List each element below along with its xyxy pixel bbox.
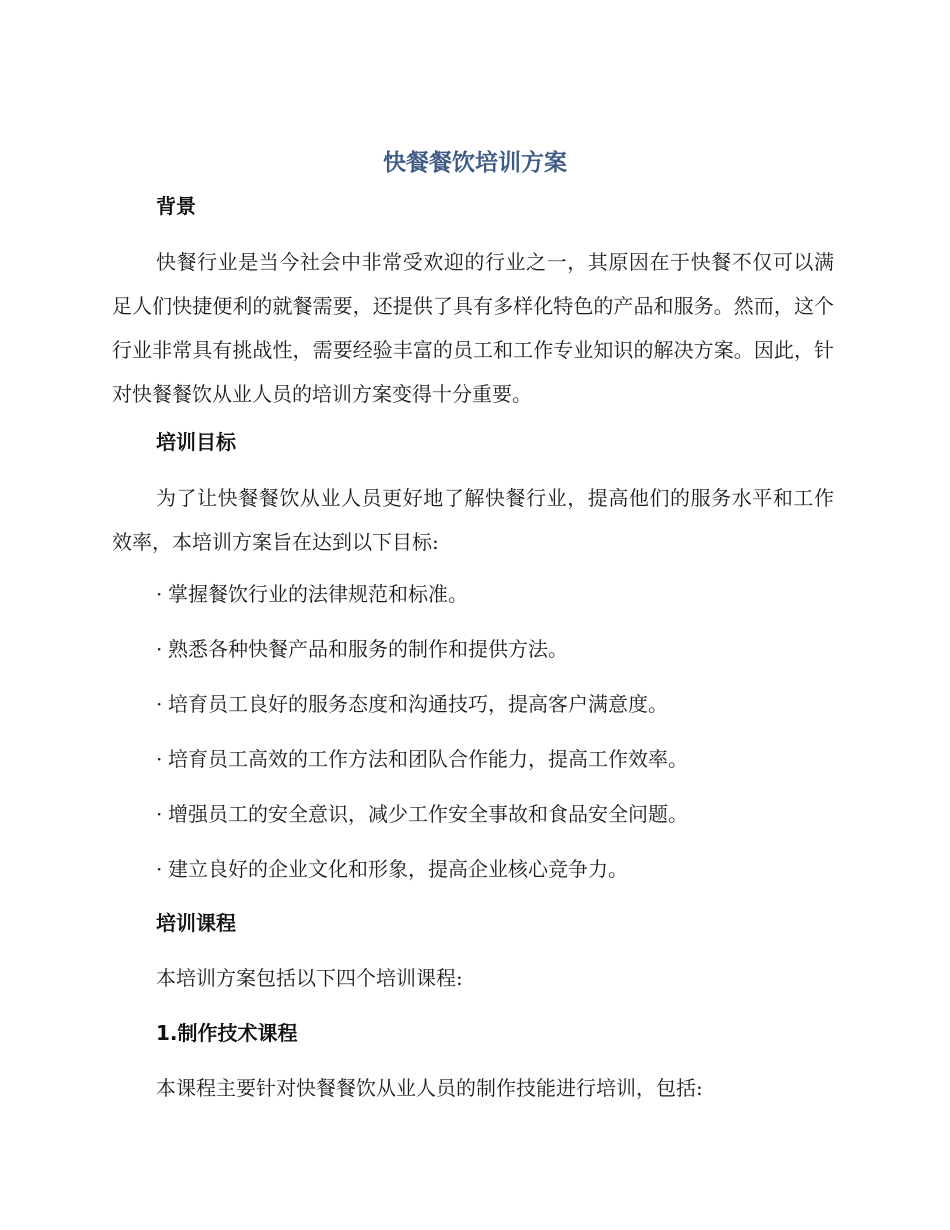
background-paragraph: 快餐行业是当今社会中非常受欢迎的行业之一，其原因在于快餐不仅可以满足人们快捷便利的就餐需要，还提供了具有多样化特色的产品和服务。然而，这个行业非常具有挑战性，需要经验丰富的员工和工作专业知识的解决方案。因此，针对快餐餐饮从业人员的培训方案变得十分重要。	[112, 250, 834, 406]
bullet-icon: ·	[156, 802, 163, 826]
goal-item-text: 熟悉各种快餐产品和服务的制作和提供方法。	[168, 637, 568, 661]
goal-list-item	[156, 634, 568, 664]
courses-intro: 本培训方案包括以下四个培训课程:	[156, 966, 463, 990]
section-heading-courses: 培训课程	[156, 911, 236, 935]
goal-list-item	[156, 579, 468, 609]
bullet-icon: ·	[156, 692, 163, 716]
goal-list-item	[156, 854, 628, 884]
goal-item-text: 培育员工高效的工作方法和团队合作能力，提高工作效率。	[168, 747, 688, 771]
course-description: 本课程主要针对快餐餐饮从业人员的制作技能进行培训，包括:	[156, 1076, 703, 1100]
goals-paragraph: 为了让快餐餐饮从业人员更好地了解快餐行业，提高他们的服务水平和工作效率，本培训方案旨在达到以下目标:	[112, 486, 834, 554]
course-heading-production: 1.制作技术课程	[156, 1021, 298, 1045]
bullet-icon: ·	[156, 857, 163, 881]
bullet-icon: ·	[156, 582, 163, 606]
goal-item-text: 增强员工的安全意识，减少工作安全事故和食品安全问题。	[168, 802, 688, 826]
goal-list-item	[156, 744, 688, 774]
section-heading-goals: 培训目标	[156, 430, 236, 454]
bullet-icon: ·	[156, 747, 163, 771]
document-title: 快餐餐饮培训方案	[383, 150, 567, 176]
goal-item-text: 建立良好的企业文化和形象，提高企业核心竞争力。	[168, 857, 628, 881]
goal-list-item	[156, 799, 688, 829]
bullet-icon: ·	[156, 637, 163, 661]
goal-item-text: 培育员工良好的服务态度和沟通技巧，提高客户满意度。	[168, 692, 668, 716]
section-heading-background: 背景	[156, 194, 196, 218]
goal-list-item	[156, 689, 668, 719]
goal-item-text: 掌握餐饮行业的法律规范和标准。	[168, 582, 468, 606]
